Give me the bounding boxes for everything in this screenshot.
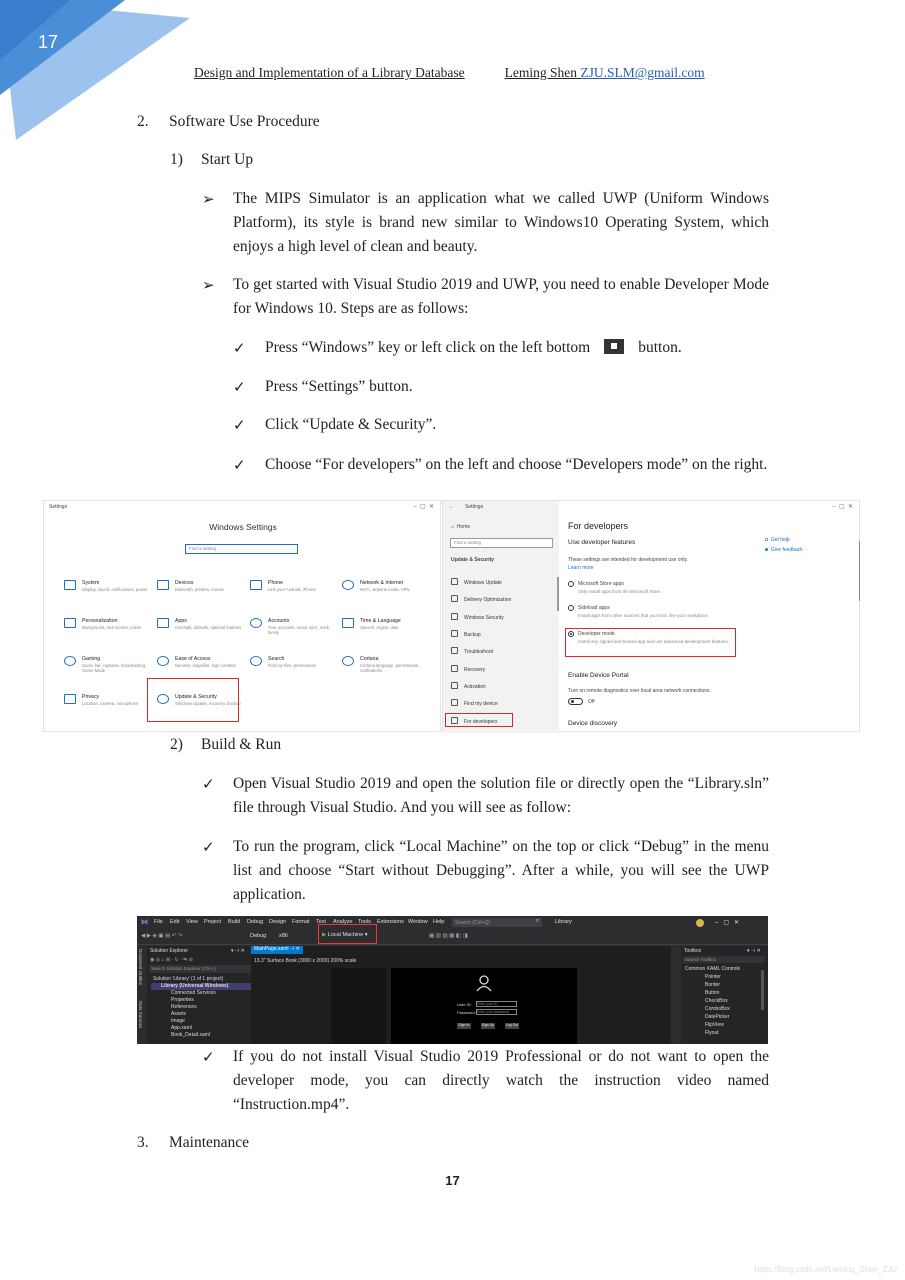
- vs-menu-project[interactable]: Project: [204, 919, 222, 925]
- startup-paragraph-1: The MIPS Simulator is an application what we called UWP (Uniform Windows Platform), its style is brand new similar to Windows10 Operating System, which enjoys a high level of clean and beauty.: [233, 190, 769, 255]
- tree-item[interactable]: Assets: [171, 1011, 187, 1017]
- option-subtitle: Install apps from other sources that you trust, like your workplace.: [578, 613, 709, 618]
- toolbox-item[interactable]: CheckBox: [705, 998, 728, 1004]
- phone-icon: [250, 580, 262, 590]
- subsection-title: Build & Run: [201, 736, 282, 753]
- tile-title: Personalization: [82, 618, 118, 624]
- solution-explorer-title: Solution Explorer: [150, 948, 189, 954]
- toolbox-panel: [681, 946, 768, 1044]
- toolbox-item[interactable]: Pointer: [705, 974, 721, 980]
- visual-studio-screenshot: [137, 916, 768, 1044]
- tree-item-project[interactable]: Library (Universal Windows): [161, 983, 229, 989]
- portal-text: Turn on remote diagnostics over local area network connections.: [568, 688, 711, 694]
- tile-subtitle: Display, sound, notifications, power: [82, 587, 148, 592]
- settings-search-input[interactable]: [185, 544, 298, 554]
- globe-icon: [342, 580, 354, 590]
- toolbox-search-placeholder: Search Toolbox: [685, 957, 716, 962]
- windows-start-icon: [604, 339, 624, 354]
- vs-toolbar: [137, 930, 768, 945]
- feedback-icon: ◙: [765, 547, 769, 553]
- doc-tab[interactable]: MainPage.xaml ⊣ ✕: [251, 946, 303, 954]
- vs-menu-help[interactable]: Help: [433, 919, 445, 925]
- check-icon: ✓: [233, 418, 246, 434]
- run-target-label: Local Machine: [327, 932, 364, 938]
- tree-item[interactable]: Connected Services: [171, 990, 216, 996]
- vs-menu-design[interactable]: Design: [269, 919, 287, 925]
- tile-subtitle: Cortana language, permissions, notifications: [360, 663, 420, 673]
- section-number: 2.: [137, 113, 149, 130]
- vs-side-tabs: [137, 946, 145, 1044]
- option-title: Microsoft Store apps: [578, 581, 624, 587]
- solution-search-input[interactable]: [149, 965, 257, 973]
- tile-subtitle: Wi-Fi, airplane mode, VPN: [360, 587, 410, 592]
- vs-solution-name: Library: [555, 919, 572, 925]
- nav-activation[interactable]: Activation: [451, 682, 486, 690]
- subsection-startup-heading: [170, 148, 254, 172]
- vs-menu-format[interactable]: Format: [292, 919, 310, 925]
- toolbox-item[interactable]: DatePicker: [705, 1014, 730, 1020]
- tile-subtitle: Background, lock screen, colors: [82, 625, 142, 630]
- highlight-update-security: [147, 678, 239, 722]
- apps-list-icon: [157, 618, 169, 628]
- tile-subtitle: Find my files, permissions: [268, 663, 317, 668]
- step-1: [265, 336, 682, 360]
- subsection-title: Start Up: [201, 151, 254, 168]
- sign-up-button[interactable]: Sign Up: [481, 1023, 495, 1027]
- xbox-icon: [64, 656, 76, 666]
- tile-subtitle: Windows Update, recovery, backup: [175, 701, 241, 706]
- give-feedback-label: Give feedback: [770, 547, 803, 553]
- tile-title: Accounts: [268, 618, 290, 624]
- vs-menu-window[interactable]: Window: [408, 919, 428, 925]
- solution-explorer-panel: [147, 946, 259, 1044]
- tile-title: Network & Internet: [360, 580, 403, 586]
- sign-in-button[interactable]: Sign In: [458, 1023, 470, 1027]
- tile-subtitle: Your accounts, email, sync, work, family: [268, 625, 330, 635]
- check-icon: ✓: [202, 1050, 215, 1066]
- step-1-text: Press “Windows” key or left click on the left bottom: [265, 339, 591, 356]
- learn-more-link[interactable]: Learn more: [568, 565, 594, 571]
- get-help-link[interactable]: [765, 537, 790, 543]
- startup-paragraph-2: To get started with Visual Studio 2019 and UWP, you need to enable Developer Mode for Windows 10. Steps are as follows:: [233, 276, 769, 317]
- page-heading: For developers: [568, 521, 629, 531]
- radio-sideload[interactable]: [568, 605, 574, 611]
- vs-menu-bar: [137, 916, 768, 930]
- toggle-state: Off: [588, 699, 595, 705]
- tree-item[interactable]: Properties: [171, 997, 194, 1003]
- window-controls-icon[interactable]: – ▢ ✕: [715, 920, 740, 926]
- user-id-placeholder: Enter your ID: [477, 1002, 498, 1006]
- settings-title: Windows Settings: [209, 522, 277, 532]
- nav-delivery-optimization[interactable]: Delivery Optimization: [451, 595, 511, 603]
- vs-search-box[interactable]: [452, 918, 542, 927]
- tile-subtitle: Bluetooth, printers, mouse: [175, 587, 224, 592]
- password-input[interactable]: [476, 1009, 517, 1015]
- option-title: Sideload apps: [578, 605, 610, 611]
- section-number: 3.: [137, 1134, 149, 1151]
- highlight-local-machine: [318, 924, 377, 944]
- build-paragraph-1: Open Visual Studio 2019 and open the solution file or directly open the “Library.sln” file through Visual Studio. And you will see as follow:: [233, 775, 769, 816]
- local-machine-button[interactable]: ▶ Local Machine ▾: [322, 932, 368, 938]
- nav-troubleshoot[interactable]: Troubleshoot: [451, 647, 493, 655]
- device-preview-dropdown[interactable]: 13.3" Surface Book (3000 x 2000) 200% scale: [254, 958, 357, 964]
- check-icon: ✓: [233, 341, 246, 357]
- option-subtitle: Install any signed and trusted app and use advanced development features.: [578, 639, 730, 644]
- toolbar-icons-right[interactable]: ▦ ▧ ▨ ▩ ◧ ◨: [429, 933, 468, 939]
- toolbox-item[interactable]: Button: [705, 990, 720, 996]
- watermark: https://blog.csdn.net/Leming_Shen_ZJU: [754, 1265, 897, 1274]
- footer-page-number: 17: [445, 1173, 460, 1188]
- subsection-number: 1): [170, 151, 183, 168]
- corner-page-number: 17: [38, 32, 59, 52]
- tile-title: System: [82, 580, 100, 586]
- tile-title: Phone: [268, 580, 284, 586]
- window-label: Settings: [49, 504, 68, 510]
- tile-title: Cortana: [360, 656, 379, 662]
- subsection-build-heading: [170, 733, 282, 757]
- designer-panel: [251, 946, 671, 1044]
- page-subheading: Use developer features: [568, 539, 636, 546]
- window-controls-icon: – ▢ ✕: [413, 504, 434, 510]
- avatar[interactable]: [696, 919, 704, 927]
- vs-menu-file[interactable]: File: [154, 919, 163, 925]
- tile-subtitle: Narrator, magnifier, high contrast: [175, 663, 236, 668]
- tile-title: Apps: [175, 618, 187, 624]
- tile-subtitle: Location, camera, microphone: [82, 701, 139, 706]
- vs-menu-debug[interactable]: Debug: [247, 919, 264, 925]
- tile-title: Ease of Access: [175, 656, 211, 662]
- tile-title: Devices: [175, 580, 194, 586]
- cortana-icon: [342, 656, 354, 666]
- solution-search-placeholder: Search Solution Explorer (Ctrl+;): [151, 966, 216, 971]
- uwp-login-preview: [391, 968, 577, 1044]
- nav-backup[interactable]: Backup: [451, 630, 481, 638]
- arrow-bullet-icon: ➢: [202, 192, 215, 208]
- data-sources-tab[interactable]: Data Sources: [138, 1001, 143, 1029]
- vs-menu-extensions[interactable]: Extensions: [377, 919, 404, 925]
- tile-title: Search: [268, 656, 285, 662]
- system-icon: [64, 580, 76, 590]
- vs-menu-test[interactable]: Test: [316, 919, 327, 925]
- check-icon: ✓: [202, 840, 215, 856]
- brush-icon: [64, 618, 76, 628]
- nav-for-developers[interactable]: For developers: [451, 717, 497, 725]
- tile-subtitle: Link your Android, iPhone: [268, 587, 316, 592]
- tile-title: Privacy: [82, 694, 100, 700]
- for-developers-screenshot: [442, 500, 860, 732]
- section-3-heading: [137, 1131, 250, 1155]
- solution-toolbar-icons[interactable]: ◉ ◎ ⌂ ⊞ · ↻ · ⇆ ⊘: [150, 957, 193, 963]
- toolbox-item[interactable]: Flyout: [705, 1030, 719, 1036]
- tree-item[interactable]: Book_Detail.xaml: [171, 1032, 210, 1038]
- step-1-text-end: button.: [638, 339, 682, 356]
- nav-recovery[interactable]: Recovery: [451, 665, 485, 673]
- user-id-label: User ID:: [457, 1002, 472, 1007]
- tile-subtitle: Uninstall, defaults, optional features: [175, 625, 242, 630]
- home-icon: ⌂: [451, 524, 455, 530]
- header-author: Leming Shen: [504, 65, 578, 80]
- option-subtitle: Only install apps from the Microsoft Store.: [578, 589, 662, 594]
- subsection-number: 2): [170, 736, 183, 753]
- section-title: Maintenance: [169, 1134, 250, 1151]
- vs-logo-icon: ⋈: [141, 919, 148, 926]
- section-title: Software Use Procedure: [169, 113, 320, 130]
- tile-subtitle: Game bar, captures, broadcasting, Game Mode: [82, 663, 147, 673]
- device-portal-toggle[interactable]: [568, 698, 583, 705]
- vs-menu-edit[interactable]: Edit: [170, 919, 180, 925]
- check-icon: ✓: [233, 380, 246, 396]
- back-arrow-icon[interactable]: ←: [449, 504, 454, 510]
- section-2-heading: [137, 110, 320, 134]
- tree-item-solution[interactable]: Solution 'Library' (1 of 1 project): [153, 976, 224, 982]
- window-controls-icon: – ▢ ✕: [832, 504, 853, 510]
- highlight-for-developers: [445, 713, 513, 727]
- tile-title: Update & Security: [175, 694, 217, 700]
- nav-home-label: Home: [456, 524, 471, 530]
- tile-title: Gaming: [82, 656, 101, 662]
- get-help-label: Get help: [770, 537, 790, 543]
- devices-icon: [157, 580, 169, 590]
- nav-home[interactable]: [451, 524, 470, 530]
- panel-pin-icon[interactable]: ▾ ⊣ ✕: [231, 948, 245, 954]
- header-title: Design and Implementation of a Library Database: [194, 65, 465, 80]
- toolbox-item[interactable]: ComboBox: [705, 1006, 730, 1012]
- nav-windows-update[interactable]: Windows Update: [451, 578, 502, 586]
- person-icon: [250, 618, 262, 628]
- vs-menu-build[interactable]: Build: [228, 919, 241, 925]
- vs-platform-dropdown[interactable]: x86: [279, 933, 288, 939]
- tree-item[interactable]: Image: [171, 1018, 185, 1024]
- log-out-button[interactable]: Log Out: [505, 1023, 519, 1027]
- nav-windows-security[interactable]: Windows Security: [451, 613, 504, 621]
- page-outline: [331, 968, 386, 1044]
- password-placeholder: Enter your password: [477, 1010, 510, 1014]
- portal-heading: Enable Device Portal: [568, 672, 629, 679]
- nav-find-my-device[interactable]: Find my device: [451, 699, 498, 707]
- toolbar-icons[interactable]: ◀ ▶ ◈ ▣ ▤ ↶ ↷: [141, 933, 183, 939]
- vs-search-placeholder: Search (Ctrl+Q): [455, 919, 491, 926]
- search-placeholder: Find a setting: [454, 540, 482, 545]
- toolbox-item[interactable]: Border: [705, 982, 721, 988]
- windows-settings-screenshot: [43, 500, 441, 732]
- content-scrollbar[interactable]: [859, 541, 860, 601]
- arrow-bullet-icon: ➢: [202, 278, 215, 294]
- build-paragraph-2: To run the program, click “Local Machine” on the top or click “Debug” in the menu list and choose “Start without Debugging”. After a while, you will see the UWP application.: [233, 838, 769, 903]
- password-label: Password:: [457, 1010, 476, 1015]
- option-title: Developer mode: [578, 631, 615, 637]
- highlight-developer-mode: [565, 628, 736, 657]
- document-outline-tab[interactable]: Document Outline: [138, 949, 143, 986]
- step-3: Click “Update & Security”.: [265, 416, 437, 433]
- nav-search-input[interactable]: [450, 538, 553, 548]
- vs-menu-analyze[interactable]: Analyze: [333, 919, 353, 925]
- ease-of-access-icon: [157, 656, 169, 666]
- intro-text: These settings are intended for development use only.: [568, 557, 688, 563]
- header-email[interactable]: ZJU.SLM@gmail.com: [580, 65, 705, 80]
- vs-menu-tools[interactable]: Tools: [358, 919, 371, 925]
- lock-icon: [64, 694, 76, 704]
- window-label: Settings: [465, 504, 484, 510]
- radio-store-apps[interactable]: [568, 581, 574, 587]
- help-icon: ◘: [765, 537, 769, 543]
- tree-item[interactable]: References: [171, 1004, 197, 1010]
- panel-pin-icon[interactable]: ▾ ⊣ ✕: [747, 948, 761, 954]
- search-icon: ⌕: [535, 918, 539, 924]
- give-feedback-link[interactable]: [765, 547, 803, 553]
- tree-item[interactable]: App.xaml: [171, 1025, 192, 1031]
- toolbox-title: Toolbox: [684, 948, 702, 954]
- toolbox-scrollbar[interactable]: [761, 970, 764, 1010]
- build-paragraph-3: If you do not install Visual Studio 2019 Professional or do not want to open the developer mode, you can directly watch the instruction video named “Instruction.mp4”.: [233, 1048, 769, 1113]
- search-placeholder: Find a setting: [189, 546, 217, 551]
- language-icon: [342, 618, 354, 628]
- nav-scrollbar[interactable]: [557, 577, 559, 611]
- toolbox-group[interactable]: Common XAML Controls: [685, 966, 741, 972]
- search-icon: [250, 656, 262, 666]
- user-id-input[interactable]: [476, 1001, 517, 1007]
- user-icon: [475, 974, 493, 992]
- step-4: Choose “For developers” on the left and choose “Developers mode” on the right.: [265, 456, 768, 473]
- check-icon: ✓: [202, 777, 215, 793]
- vs-config-dropdown[interactable]: Debug: [250, 933, 267, 939]
- play-icon: ▶: [322, 932, 327, 938]
- nav-group-title: Update & Security: [451, 557, 495, 563]
- discovery-heading: Device discovery: [568, 720, 618, 727]
- tile-subtitle: Speech, region, date: [360, 625, 399, 630]
- tile-title: Time & Language: [360, 618, 401, 624]
- toolbox-search-input[interactable]: [683, 956, 765, 963]
- vs-menu-view[interactable]: View: [186, 919, 198, 925]
- step-2: Press “Settings” button.: [265, 378, 413, 395]
- check-icon: ✓: [233, 458, 246, 474]
- toolbox-item[interactable]: FlipView: [705, 1022, 724, 1028]
- page-header: [194, 65, 705, 81]
- doc-tab-label: MainPage.xaml: [254, 946, 289, 952]
